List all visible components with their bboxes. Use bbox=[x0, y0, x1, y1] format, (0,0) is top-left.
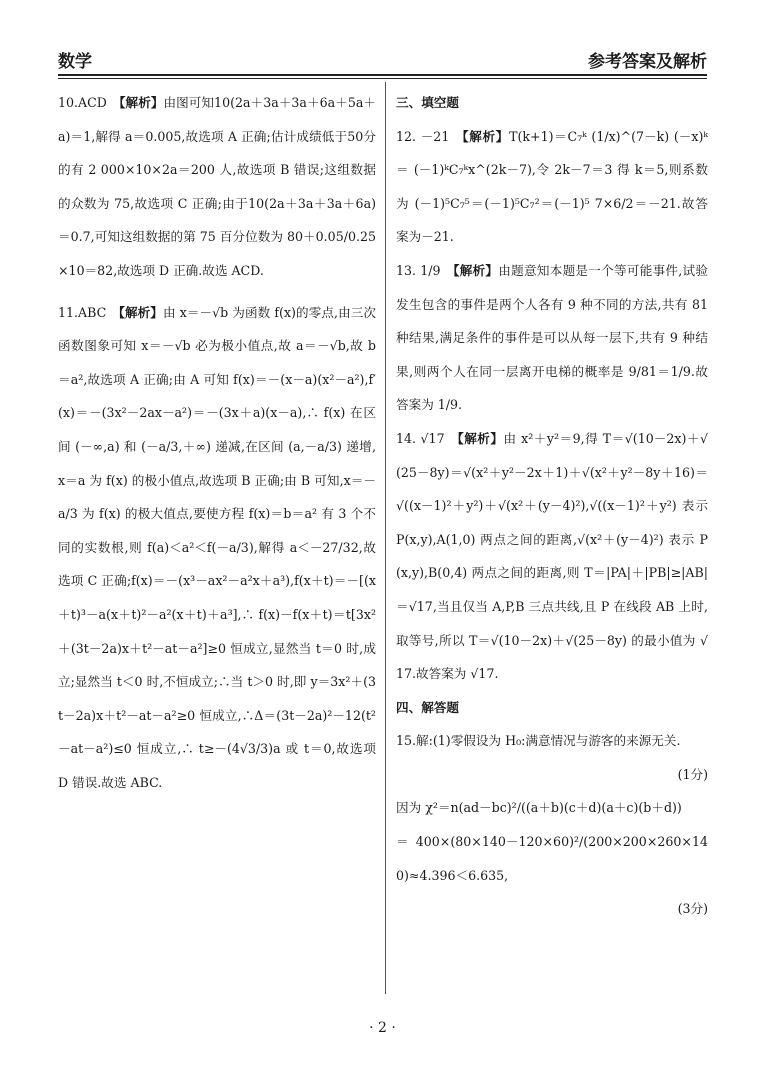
answer-14-tag: 【解析】 bbox=[450, 430, 504, 446]
section-solutions: 四、解答题 bbox=[396, 699, 459, 715]
answer-15-score1: (1分) bbox=[677, 766, 708, 782]
answer-14 bbox=[396, 422, 708, 691]
answer-10-text: 由图可知10(2a＋3a＋3a＋6a＋5a＋a)＝1,解得 a＝0.005,故选项 A 正确;估计成绩低于50分的有 2 000×10×2a＝200 人,故选项 B 错误;这组数据的众数为 75,故选项 C 正确;由于10(2a＋3a＋3a＋6a)＝0.7,可知这组数据的第 75 百分位数为 80＋0.05/0.25×10＝82,故选项 D 正确.故选 ACD. bbox=[58, 95, 377, 278]
header-rule-thick bbox=[58, 74, 707, 76]
answer-14-number: 14. √17 bbox=[396, 430, 445, 446]
answer-11-text: 由 x＝－√b 为函数 f(x)的零点,由三次函数图象可知 x＝－√b 必为极小值点,故 a＝－√b,故 b＝a²,故选项 A 正确;由 A 可知 f(x)＝－(x－a)(x²－a²),f′(x)＝－(3x²－2ax－a²)＝－(3x＋a)(x－a),∴ f(x) 在区间 (－∞,a) 和 (－a/3,＋∞) 递减,在区间 (a,－a/3) 递增,x＝a 为 f(x) 的极小值点,故选项 B 正确;由 B 可知,x＝－a/3 为 f(x) 的极大值点,要使方程 f(x)＝b＝a² 有 3 个不同的实数根,则 f(a)＜a²＜f(－a/3),解得 a＜－27/32,故选项 C 正确;f(x)＝－(x³－ax²－a²x＋a³),f(x＋t)＝－[(x＋t)³－a(x＋t)²－a²(x＋t)＋a³],∴ f(x)－f(x＋t)＝t[3x²＋(3t－2a)x＋t²－at－a²]≥0 恒成立,显然当 t＝0 时,成立;显然当 t＜0 时,不恒成立;∴当 t＞0 时,即 y＝3x²＋(3t－2a)x＋t²－at－a²≥0 恒成立,∴Δ＝(3t－2a)²－12(t²－at－a²)≤0 恒成立,∴ t≥－(4√3/3)a 或 t＝0,故选项 D 错误.故选 ABC. bbox=[58, 304, 377, 790]
page-header bbox=[58, 46, 707, 72]
header-title: 参考答案及解析 bbox=[588, 52, 707, 72]
answer-15-formula: 因为 χ²＝n(ad－bc)²/((a＋b)(c＋d)(a＋c)(b＋d)) bbox=[396, 800, 682, 816]
answer-11-number: 11.ABC bbox=[58, 304, 107, 320]
answer-15-score2: (3分) bbox=[677, 901, 708, 917]
answer-12 bbox=[396, 120, 708, 254]
answer-13-tag: 【解析】 bbox=[446, 262, 499, 278]
answer-10-tag: 【解析】 bbox=[112, 95, 164, 110]
answer-12-tag: 【解析】 bbox=[455, 128, 510, 144]
answer-13-number: 13. 1/9 bbox=[396, 262, 441, 278]
answer-13 bbox=[396, 254, 708, 422]
answer-11-tag: 【解析】 bbox=[112, 304, 163, 320]
left-column bbox=[58, 86, 376, 799]
answer-14-text: 由 x²＋y²＝9,得 T＝√(10－2x)＋√(25－8y)＝√(x²＋y²－2x＋1)＋√(x²＋y²－8y＋16)＝√((x－1)²＋y²)＋√(x²＋(y－4)²),√((x－1)²＋y²) 表示 P(x,y),A(1,0) 两点之间的距离,√(x²＋(y－4)²) 表示 P(x,y),B(0,4) 两点之间的距离,则 T＝|PA|＋|PB|≥|AB|＝√17,当且仅当 A,P,B 三点共线,且 P 在线段 AB 上时,取等号,所以 T＝√(10－2x)＋√(25－8y) 的最小值为 √17.故答案为 √17. bbox=[396, 430, 708, 682]
answer-12-number: 12. －21 bbox=[396, 128, 450, 144]
answer-11 bbox=[58, 296, 376, 800]
header-subject: 数学 bbox=[58, 52, 92, 72]
answer-15-line1: 15.解:(1)零假设为 H₀:满意情况与游客的来源无关. bbox=[396, 733, 681, 749]
column-divider bbox=[385, 82, 386, 994]
answer-10-number: 10.ACD bbox=[58, 95, 107, 110]
answer-10 bbox=[58, 86, 376, 288]
answer-15-calc: ＝400×(80×140－120×60)²/(200×200×260×140)≈4.396＜6.635, bbox=[396, 834, 708, 883]
section-fill-in: 三、填空题 bbox=[396, 95, 459, 110]
answer-13-text: 由题意知本题是一个等可能事件,试验发生包含的事件是两个人各有 9 种不同的方法,共有 81 种结果,满足条件的事件是可以从每一层下,共有 9 种结果,则两个人在同一层离开电梯的概率是 9/81＝1/9.故答案为 1/9. bbox=[396, 262, 709, 413]
header-rule-thin bbox=[58, 78, 707, 79]
right-column bbox=[396, 86, 708, 926]
page-number: · 2 · bbox=[369, 1020, 396, 1036]
answer-12-text: T(k+1)＝C₇ᵏ (1/x)^(7－k) (－x)ᵏ ＝ (－1)ᵏC₇ᵏx^(2k－7),令 2k－7＝3 得 k＝5,则系数为 (－1)⁵C₇⁵＝(－1)⁵C₇²＝(－1)⁵ 7×6/2＝－21.故答案为－21. bbox=[396, 128, 708, 245]
